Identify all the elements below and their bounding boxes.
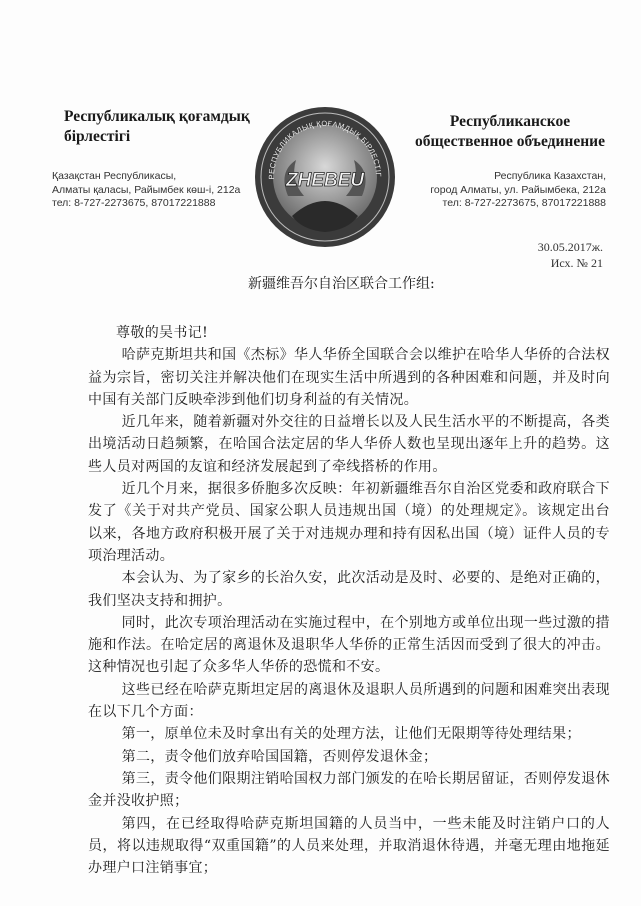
right-address-line: город Алматы, ул. Райымбека, 212а (430, 183, 606, 196)
right-address-line: Республика Казахстан, (494, 170, 606, 182)
letter-date: 30.05.2017ж. (537, 240, 603, 254)
right-org-name: Республиканское общественное объединение (415, 113, 605, 150)
paragraph: 第一，原单位未及时拿出有关的处理方法，让他们无限期等待处理结果； (121, 726, 581, 743)
paragraph: 近几年来，随着新疆对外交往的日益增长以及人民生活水平的不断提高，各类出境活动日趋频繁，在哈国合法定居的华人华侨人数也呈现出逐年上升的趋势。这些人员对两国的友谊和经济发展起到了牵线搭桥的作用。 (88, 414, 610, 475)
letter-meta (538, 239, 603, 271)
paragraph: 同时，此次专项治理活动在实施过程中，在个别地方或单位出现一些过激的措施和作法。在哈定居的离退休及退职华人华侨的正常生活因而受到了很大的冲击。这种情况也引起了众多华人华侨的恐慌和不安。 (88, 614, 610, 676)
logo-main-text: ZHEBEU (285, 170, 365, 191)
zhebeu-logo (252, 104, 398, 250)
paragraph: 第四，在已经取得哈萨克斯坦国籍的人员当中，一些未能及时注销户口的人员，将以违规取得“双重国籍”的人员来处理，并取消退休待遇，并毫无理由地拖延办理户口注销事宜； (88, 815, 610, 877)
recipient-line: 新疆维吾尔自治区联合工作组: (248, 276, 435, 292)
paragraph: 这些已经在哈萨克斯坦定居的离退休及退职人员所遇到的问题和困难突出表现在以下几个方面： (88, 681, 610, 721)
left-address-line: Қазақстан Республикасы, (52, 170, 177, 182)
letter-body (88, 322, 610, 879)
salutation: 尊敬的吴书记! (116, 325, 209, 341)
left-address-line: Алматы қаласы, Райымбек көш-і, 212а (52, 183, 241, 196)
paragraph: 第三，责令他们限期注销哈国权力部门颁发的在哈长期居留证，否则停发退休金并没收护照； (88, 770, 610, 810)
left-org-name: Республикалық қоғамдық бірлестігі (64, 108, 250, 145)
paragraph: 本会认为、为了家乡的长治久安，此次活动是及时、必要的、是绝对正确的，我们坚决支持和拥护。 (88, 570, 610, 609)
left-address-line: тел: 8-727-2273675, 87017221888 (52, 197, 216, 209)
paragraph: 第二，责令他们放弃哈国国籍，否则停发退休金； (121, 748, 438, 765)
paragraph: 近几个月来，据很多侨胞多次反映：年初新疆维吾尔自治区党委和政府联合下发了《关于对共产党员、国家公职人员违规出国（境）的处理规定》。该规定出台以来，各地方政府积极开展了关于对违规办理和持有因私出国（境）证件人员的专项治理活动。 (88, 481, 610, 564)
right-address (398, 170, 606, 211)
logo-arc-text: РЕСПУБЛИКАЛЫҚ ҚОҒАМДЫҚ БІРЛЕСТІГ (266, 118, 384, 180)
right-address-line: тел: 8-727-2273675, 87017221888 (442, 197, 606, 209)
paragraph: 哈萨克斯坦共和国《杰标》华人华侨全国联合会以维护在哈华人华侨的合法权益为宗旨，密切关注并解决他们在现实生活中所遇到的各种困难和问题，并及时向中国有关部门反映牵涉到他们切身利益的有关情况。 (88, 347, 610, 408)
letter-ref-number: Исх. № 21 (550, 256, 603, 270)
